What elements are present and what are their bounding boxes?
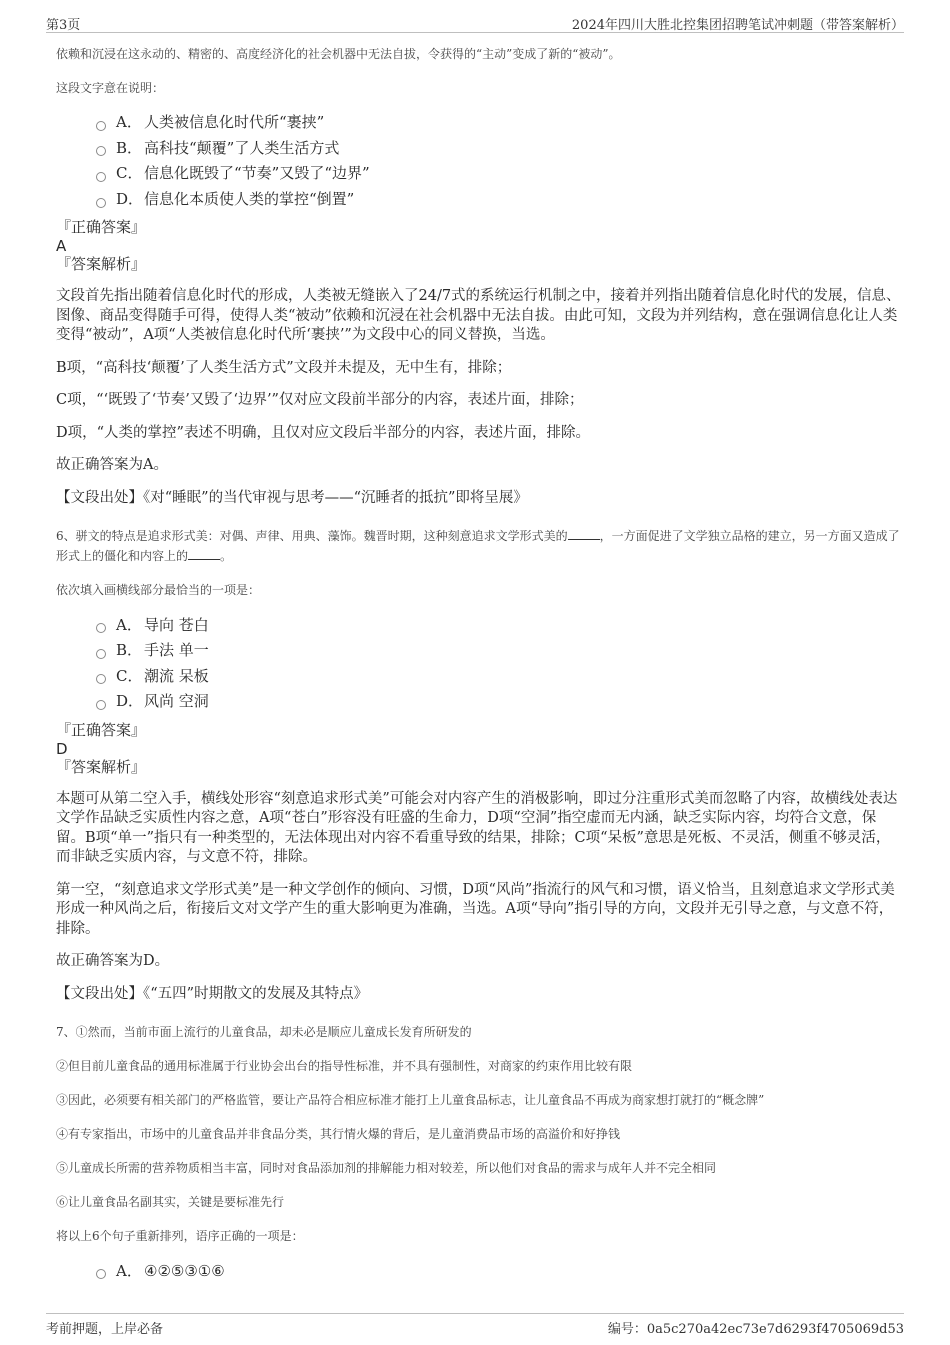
- q7-prompt: 将以上6个句子重新排列，语序正确的一项是：: [56, 1229, 304, 1244]
- radio-icon[interactable]: [96, 1269, 106, 1279]
- q7-sentence-4: ④有专家指出，市场中的儿童食品并非食品分类，其行情火爆的背后，是儿童消费品市场的高溢价和好挣钱: [56, 1127, 621, 1142]
- q7-sentence-1: 7、①然而，当前市面上流行的儿童食品，却未必是顺应儿童成长发育所研发的: [56, 1025, 472, 1040]
- document-title: 2024年四川大胜北控集团招聘笔试冲刺题（带答案解析）: [571, 18, 904, 33]
- q5-option-d[interactable]: D． 信息化本质使人类的掌控“倒置”: [96, 187, 902, 213]
- page-number: 第3页: [46, 18, 81, 33]
- radio-icon[interactable]: [96, 198, 106, 208]
- q5-answer: A: [56, 237, 67, 256]
- q6-analysis-p1: 本题可从第二空入手，横线处形容“刻意追求形式美”可能会对内容产生的消极影响，即过分注重形式美而忽略了内容，故横线处表达文学作品缺乏实质性内容之意，A项“苍白”形容没有旺盛的生命力，D项“空洞”指空虚而无内涵，缺乏实际内容，均符合文意，保留。B项“单一”指只有一种类型的，无法体现出对内容不看重导致的结果，排除；C项“呆板”意思是死板、不灵活，侧重不够灵活，而非缺乏实质内容，与文意不符，排除。: [56, 790, 898, 866]
- q5-options: [96, 110, 902, 212]
- document-body: [56, 44, 902, 1284]
- q6-analysis-p3: 故正确答案为D。: [56, 953, 170, 970]
- page-header: [46, 12, 904, 33]
- q5-source: 【文段出处】《对“睡眠”的当代审视与思考——“沉睡者的抵抗”即将呈展》: [56, 489, 528, 506]
- radio-icon[interactable]: [96, 649, 106, 659]
- q5-analysis-p4: D项，“人类的掌控”表述不明确，且仅对应文段后半部分的内容，表述片面，排除。: [56, 424, 590, 441]
- radio-icon[interactable]: [96, 172, 106, 182]
- q6-option-b[interactable]: B． 手法 单一: [96, 638, 902, 664]
- radio-icon[interactable]: [96, 623, 106, 633]
- q7-sentence-6: ⑥让儿童食品名副其实，关键是要标准先行: [56, 1195, 285, 1210]
- q7-sentence-5: ⑤儿童成长所需的营养物质相当丰富，同时对食品添加剂的排解能力相对较差，所以他们对食品的需求与成年人并不完全相同: [56, 1161, 717, 1176]
- q6-stem: 6、骈文的特点是追求形式美：对偶、声律、用典、藻饰。魏晋时期，这种刻意追求文学形式美的 ，一方面促进了文学独立品格的建立，另一方面又造成了形式上的僵化和内容上的 。: [56, 529, 900, 564]
- q6-analysis-label: 『答案解析』: [56, 757, 147, 776]
- q5-option-a[interactable]: A． 人类被信息化时代所“裹挟”: [96, 110, 902, 136]
- q6-option-c[interactable]: C． 潮流 呆板: [96, 664, 902, 690]
- q5-answer-label: 『正确答案』: [56, 218, 147, 237]
- radio-icon[interactable]: [96, 146, 106, 156]
- q5-analysis-p3: C项，“‘既毁了‘节奏’又毁了‘边界’”仅对应文段前半部分的内容，表述片面，排除；: [56, 392, 584, 409]
- q6-options: [96, 612, 902, 714]
- q6-option-a[interactable]: A． 导向 苍白: [96, 612, 902, 638]
- q5-prompt: 这段文字意在说明：: [56, 81, 165, 95]
- q6-analysis-p2: 第一空，“刻意追求文学形式美”是一种文学创作的倾向、习惯，D项“风尚”指流行的风气和习惯，语义恰当，且刻意追求文学形式美形成一种风尚之后，衔接后文对文学产生的重大影响更为准确，当选。A项“导向”指引导的方向，文段并无引导之意，与文意不符，排除。: [56, 881, 895, 937]
- blank-line: [188, 547, 220, 560]
- q5-stem-tail: 依赖和沉浸在这永动的、精密的、高度经济化的社会机器中无法自拔，令获得的“主动”变成了新的“被动”。: [56, 47, 621, 61]
- q6-source: 【文段出处】《“五四”时期散文的发展及其特点》: [56, 985, 369, 1002]
- radio-icon[interactable]: [96, 674, 106, 684]
- footer-slogan: 考前押题，上岸必备: [46, 1322, 164, 1337]
- radio-icon[interactable]: [96, 700, 106, 710]
- q7-sentence-3: ③因此，必须要有相关部门的严格监管，要让产品符合相应标准才能打上儿童食品标志，让儿童食品不再成为商家想打就打的“概念牌”: [56, 1093, 765, 1108]
- q6-answer: D: [56, 739, 68, 758]
- q6-option-d[interactable]: D． 风尚 空洞: [96, 689, 902, 715]
- q6-prompt: 依次填入画横线部分最恰当的一项是：: [56, 583, 261, 598]
- q6-answer-label: 『正确答案』: [56, 720, 147, 739]
- q5-analysis-p1: 文段首先指出随着信息化时代的形成，人类被无缝嵌入了24/7式的系统运行机制之中，接着并列指出随着信息化时代的发展，信息、图像、商品变得随手可得，使得人类“被动”依赖和沉浸在社会机器中无法自拔。由此可知，文段为并列结构，意在强调信息化让人类变得“被动”，A项“人类被信息化时代所‘裹挟’”为文段中心的同义替换，当选。: [56, 288, 901, 344]
- page-footer: [46, 1313, 904, 1337]
- radio-icon[interactable]: [96, 121, 106, 131]
- q5-analysis-label: 『答案解析』: [56, 255, 147, 274]
- q7-sentence-2: ②但目前儿童食品的通用标准属于行业协会出台的指导性标准，并不具有强制性，对商家的约束作用比较有限: [56, 1059, 633, 1074]
- blank-line: [568, 527, 600, 540]
- q7-options: [96, 1258, 902, 1284]
- document-id: 编号：0a5c270a42ec73e7d6293f4705069d53: [607, 1322, 904, 1337]
- q5-option-c[interactable]: C． 信息化既毁了“节奏”又毁了“边界”: [96, 161, 902, 187]
- q7-option-a[interactable]: A． ④②⑤③①⑥: [96, 1258, 902, 1284]
- q5-analysis-p2: B项，“高科技‘颠覆’了人类生活方式”文段并未提及，无中生有，排除；: [56, 359, 512, 376]
- q5-option-b[interactable]: B． 高科技“颠覆”了人类生活方式: [96, 136, 902, 162]
- q5-analysis-p5: 故正确答案为A。: [56, 457, 168, 474]
